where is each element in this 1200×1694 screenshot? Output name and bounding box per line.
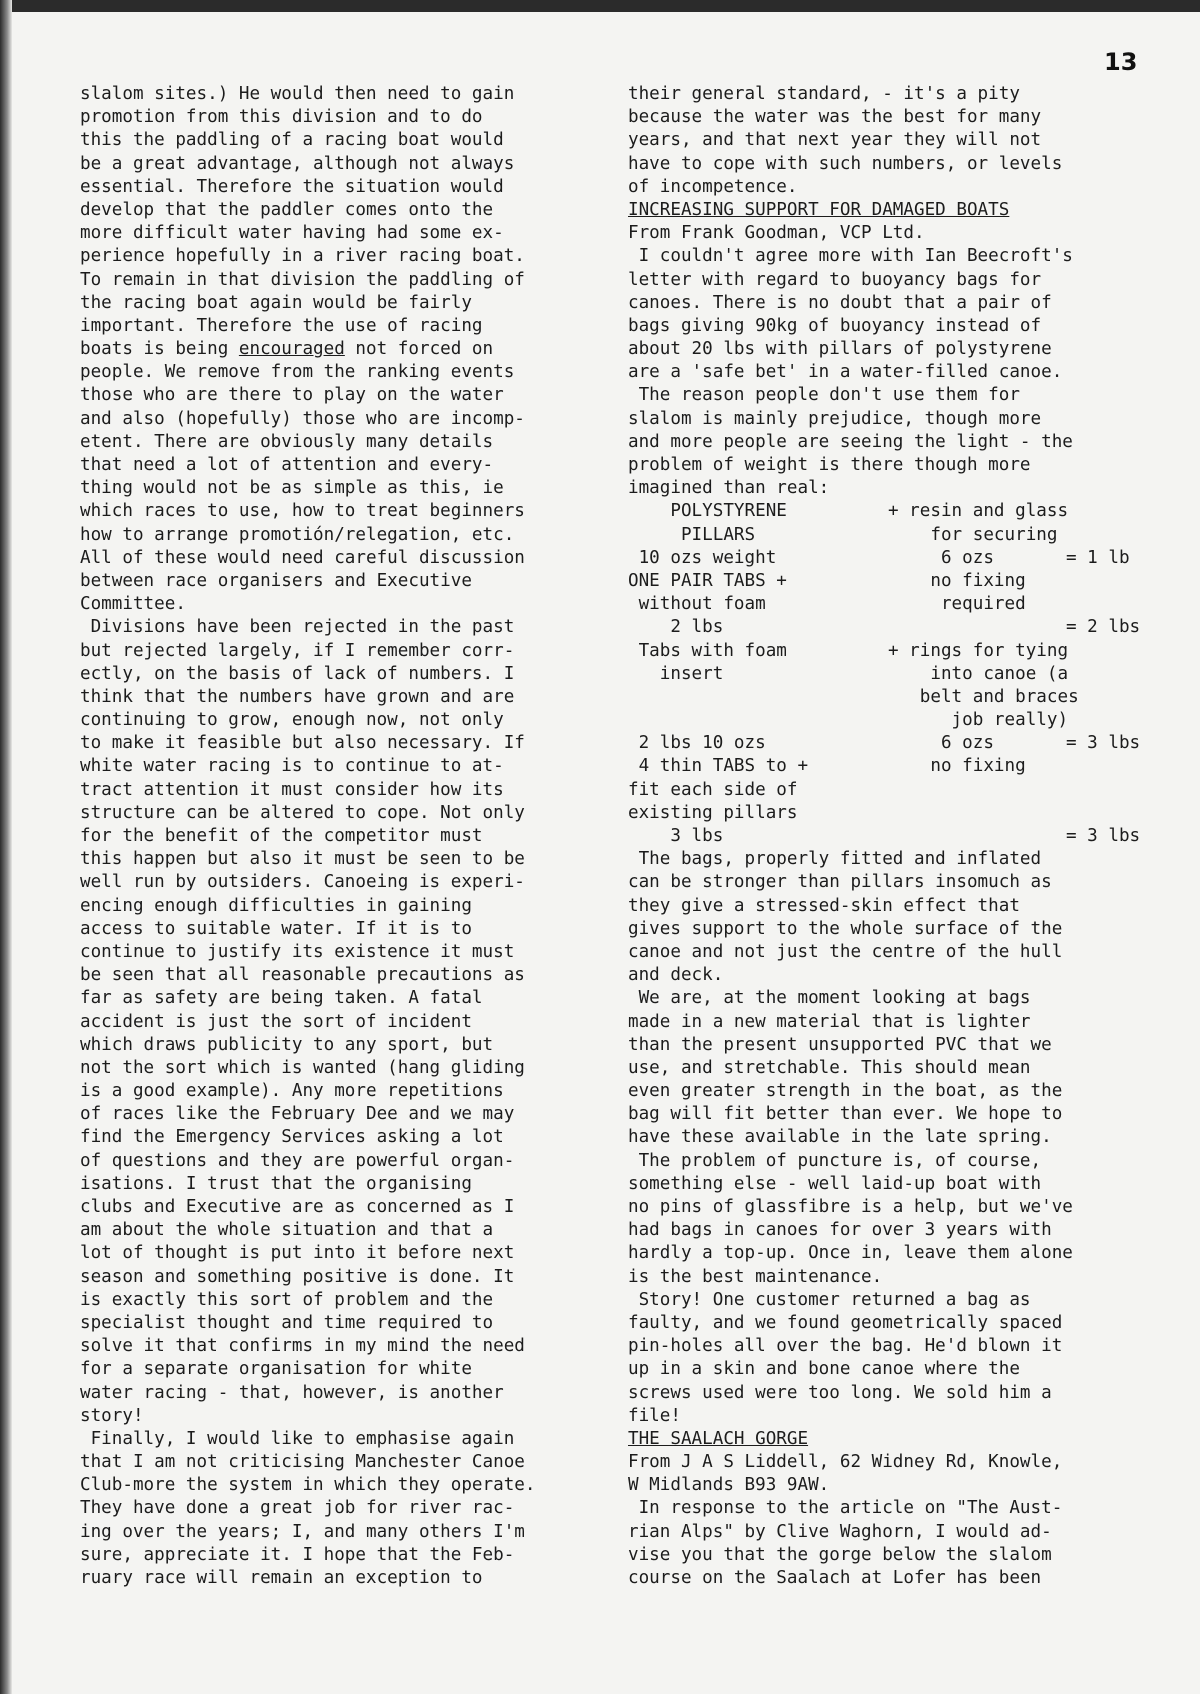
text-line: ing over the years; I, and many others I'm <box>80 1521 525 1542</box>
table-cell: required <box>888 594 1026 615</box>
table-cell: into canoe (a <box>888 663 1069 684</box>
text-line: slalom is mainly prejudice, though more <box>628 408 1042 429</box>
text-line: canoes. There is no doubt that a pair of <box>628 292 1052 313</box>
table-row <box>628 663 1146 686</box>
text-line: faulty, and we found geometrically spaced <box>628 1312 1063 1333</box>
emphasis-encouraged: encouraged <box>238 339 345 360</box>
table-cell: 6 ozs <box>888 733 994 754</box>
text-line: of incompetence. <box>628 176 798 197</box>
table-cell: job really) <box>888 710 1069 731</box>
text-line: canoe and not just the centre of the hull <box>628 941 1063 962</box>
table-row <box>628 593 1146 616</box>
text-line: access to suitable water. If it is to <box>80 918 472 939</box>
text-line: to make it feasible but also necessary. If <box>80 733 525 754</box>
text-line: pin-holes all over the bag. He'd blown it <box>628 1336 1063 1357</box>
table-row <box>628 802 1146 825</box>
table-cell: no fixing <box>888 570 1026 591</box>
table-row <box>628 686 1146 709</box>
text-line: We are, at the moment looking at bags <box>628 988 1031 1009</box>
text-line: slalom sites.) He would then need to gain <box>80 84 515 104</box>
text-line: screws used were too long. We sold him a <box>628 1382 1052 1403</box>
text-line: am about the whole situation and that a <box>80 1220 494 1241</box>
table-cell: 2 lbs 10 ozs <box>628 733 766 754</box>
text-line: develop that the paddler comes onto the <box>80 199 494 220</box>
text-line: letter with regard to buoyancy bags for <box>628 269 1042 290</box>
scan-top-edge <box>0 0 1200 12</box>
text-line: not the sort which is wanted (hang gliding <box>80 1057 525 1078</box>
text-line: more difficult water having had some ex- <box>80 223 504 244</box>
table-cell: existing pillars <box>628 802 798 823</box>
text-line: To remain in that division the paddling of <box>80 269 525 290</box>
table-cell: = 3 lbs <box>1066 826 1141 846</box>
text-line: ruary race will remain an exception to <box>80 1568 483 1588</box>
left-column <box>80 83 595 1590</box>
text-line: In response to the article on "The Aust- <box>628 1498 1063 1519</box>
table-row <box>628 825 1146 848</box>
text-line: and more people are seeing the light - the <box>628 431 1073 452</box>
text-line: which draws publicity to any sport, but <box>80 1034 494 1055</box>
text-line: something else - well laid-up boat with <box>628 1173 1042 1194</box>
text-line: well run by outsiders. Canoeing is experi- <box>80 872 525 893</box>
text-line: important. Therefore the use of racing <box>80 315 483 336</box>
heading-saalach-gorge: THE SAALACH GORGE <box>628 1428 809 1449</box>
text-line: continuing to grow, enough now, not only <box>80 710 504 731</box>
text-line: They have done a great job for river rac- <box>80 1498 515 1519</box>
text-line: because the water was the best for many <box>628 107 1042 128</box>
page-number: 13 <box>1104 48 1138 76</box>
text-line: have these available in the late spring. <box>628 1127 1052 1148</box>
text-line: up in a skin and bone canoe where the <box>628 1359 1020 1380</box>
text-line: white water racing is to continue to at- <box>80 756 504 777</box>
table-row <box>628 524 1146 547</box>
table-cell: + rings for tying <box>888 640 1069 661</box>
text-line: and also (hopefully) those who are incomp- <box>80 408 525 429</box>
table-cell: 4 thin TABS to + <box>628 756 809 777</box>
text-line: this happen but also it must be seen to be <box>80 849 525 870</box>
text-line: and deck. <box>628 965 724 986</box>
table-row <box>628 570 1146 593</box>
table-row <box>628 547 1146 570</box>
text-line: imagined than real: <box>628 478 830 499</box>
scan-left-edge <box>0 0 12 1694</box>
text-line: rian Alps" by Clive Waghorn, I would ad- <box>628 1521 1052 1542</box>
table-cell: ONE PAIR TABS + <box>628 570 787 591</box>
text-line: how to arrange promotión/relegation, etc. <box>80 524 515 545</box>
text-line: no pins of glassfibre is a help, but we've <box>628 1197 1073 1217</box>
text-line: about 20 lbs with pillars of polystyrene <box>628 339 1052 360</box>
table-cell: 6 ozs <box>888 547 994 568</box>
letter-goodman <box>628 222 1146 500</box>
text-line: be seen that all reasonable precautions as <box>80 965 525 986</box>
text-line: their general standard, - it's a pity <box>628 84 1020 104</box>
text-line: is exactly this sort of problem and the <box>80 1289 494 1310</box>
text-line: thing would not be as simple as this, ie <box>80 478 504 499</box>
text-line: Club-more the system in which they operate. <box>80 1475 536 1496</box>
text-line: hardly a top-up. Once in, leave them alone <box>628 1243 1073 1264</box>
text-line: course on the Saalach at Lofer has been <box>628 1568 1042 1588</box>
table-cell: = 3 lbs <box>1066 733 1141 754</box>
table-row <box>628 500 1146 523</box>
text-line: I couldn't agree more with Ian Beecroft's <box>628 246 1073 267</box>
table-cell: for securing <box>888 524 1058 545</box>
text-line: years, and that next year they will not <box>628 130 1042 151</box>
text-line: are a 'safe bet' in a water-filled canoe. <box>628 362 1063 383</box>
text-line: The problem of puncture is, of course, <box>628 1150 1042 1171</box>
text-line: The bags, properly fitted and inflated <box>628 849 1042 870</box>
table-row <box>628 709 1146 732</box>
text-line: than the present unsupported PVC that we <box>628 1034 1052 1055</box>
text-line: is a good example). Any more repetitions <box>80 1081 504 1102</box>
text-line: perience hopefully in a river racing boat. <box>80 246 525 267</box>
text-line: ectly, on the basis of lack of numbers. I <box>80 663 515 684</box>
weight-comparison-table <box>628 500 1146 848</box>
table-row <box>628 755 1146 778</box>
text-line: W Midlands B93 9AW. <box>628 1475 830 1496</box>
text-line: of races like the February Dee and we may <box>80 1104 515 1125</box>
right-top-paragraph <box>628 83 1146 199</box>
text-line: bag will fit better than ever. We hope to <box>628 1104 1063 1125</box>
text-line: find the Emergency Services asking a lot <box>80 1127 504 1148</box>
text-line: far as safety are being taken. A fatal <box>80 988 483 1009</box>
table-cell: + resin and glass <box>888 501 1069 522</box>
table-cell: without foam <box>628 594 766 615</box>
text-line: of questions and they are powerful organ- <box>80 1150 515 1171</box>
table-cell: fit each side of <box>628 779 798 800</box>
text-line: clubs and Executive are as concerned as I <box>80 1197 515 1217</box>
text-line: that I am not criticising Manchester Canoe <box>80 1452 525 1473</box>
table-cell: = 2 lbs <box>1066 617 1141 638</box>
heading-increasing-support: INCREASING SUPPORT FOR DAMAGED BOATS <box>628 199 1010 220</box>
text-line: they give a stressed-skin effect that <box>628 895 1020 916</box>
text-line: which races to use, how to treat beginners <box>80 501 525 522</box>
text-line: boats is being encouraged not forced on <box>80 339 494 360</box>
table-row <box>628 616 1146 639</box>
table-cell: Tabs with foam <box>628 640 787 661</box>
table-row <box>628 779 1146 802</box>
table-cell: 10 ozs weight <box>628 547 777 568</box>
text-line: encing enough difficulties in gaining <box>80 895 472 916</box>
table-cell: no fixing <box>888 756 1026 777</box>
table-cell: insert <box>628 663 724 684</box>
text-line: sure, appreciate it. I hope that the Feb- <box>80 1544 515 1565</box>
text-line: use, and stretchable. This should mean <box>628 1057 1031 1078</box>
text-line: structure can be altered to cope. Not only <box>80 802 525 823</box>
letter-liddell <box>628 1451 1146 1590</box>
text-line: specialist thought and time required to <box>80 1312 494 1333</box>
text-line: Committee. <box>80 594 186 615</box>
text-line: for the benefit of the competitor must <box>80 826 483 846</box>
text-line: solve it that confirms in my mind the need <box>80 1336 525 1357</box>
text-line: gives support to the whole surface of the <box>628 918 1063 939</box>
text-line: between race organisers and Executive <box>80 570 472 591</box>
table-cell: 2 lbs <box>628 617 724 638</box>
text-line: Divisions have been rejected in the past <box>80 617 515 638</box>
text-line: have to cope with such numbers, or levels <box>628 153 1063 174</box>
table-cell: = 1 lb <box>1066 547 1130 568</box>
text-line: but rejected largely, if I remember corr- <box>80 640 515 661</box>
text-line: can be stronger than pillars insomuch as <box>628 872 1052 893</box>
text-line: bags giving 90kg of buoyancy instead of <box>628 315 1042 336</box>
text-line: is the best maintenance. <box>628 1266 883 1287</box>
text-line: problem of weight is there though more <box>628 455 1031 475</box>
text-line: think that the numbers have grown and are <box>80 686 515 707</box>
text-line: the racing boat again would be fairly <box>80 292 472 313</box>
text-line: From J A S Liddell, 62 Widney Rd, Knowle, <box>628 1452 1063 1473</box>
text-line: for a separate organisation for white <box>80 1359 472 1380</box>
table-row <box>628 732 1146 755</box>
text-line: water racing - that, however, is another <box>80 1382 504 1403</box>
text-line: be a great advantage, although not always <box>80 153 515 174</box>
text-line: file! <box>628 1405 681 1426</box>
text-line: promotion from this division and to do <box>80 107 483 128</box>
text-line: essential. Therefore the situation would <box>80 176 504 197</box>
text-line: lot of thought is put into it before next <box>80 1243 515 1264</box>
text-line: Story! One customer returned a bag as <box>628 1289 1031 1310</box>
text-line: people. We remove from the ranking events <box>80 362 515 383</box>
text-line: All of these would need careful discussion <box>80 547 525 568</box>
text-line: etent. There are obviously many details <box>80 431 494 452</box>
text-line: had bags in canoes for over 3 years with <box>628 1220 1052 1241</box>
text-line: story! <box>80 1405 144 1426</box>
text-line: made in a new material that is lighter <box>628 1011 1031 1032</box>
table-cell: POLYSTYRENE <box>628 501 787 522</box>
table-row <box>628 640 1146 663</box>
text-line: From Frank Goodman, VCP Ltd. <box>628 223 925 244</box>
text-line: vise you that the gorge below the slalom <box>628 1544 1052 1565</box>
text-line: accident is just the sort of incident <box>80 1011 472 1032</box>
letter-goodman-continued <box>628 848 1146 1428</box>
text-line: isations. I trust that the organising <box>80 1173 472 1194</box>
text-line: Finally, I would like to emphasise again <box>80 1428 515 1449</box>
text-line: that need a lot of attention and every- <box>80 455 494 475</box>
text-line: this the paddling of a racing boat would <box>80 130 504 151</box>
text-line: The reason people don't use them for <box>628 385 1020 406</box>
text-line: those who are there to play on the water <box>80 385 504 406</box>
table-cell: belt and braces <box>888 686 1079 707</box>
text-line: continue to justify its existence it must <box>80 941 515 962</box>
table-cell: 3 lbs <box>628 826 724 846</box>
text-line: season and something positive is done. It <box>80 1266 515 1287</box>
table-cell: PILLARS <box>628 524 756 545</box>
right-column <box>628 83 1146 1590</box>
text-line: tract attention it must consider how its <box>80 779 504 800</box>
text-line: even greater strength in the boat, as the <box>628 1081 1063 1102</box>
